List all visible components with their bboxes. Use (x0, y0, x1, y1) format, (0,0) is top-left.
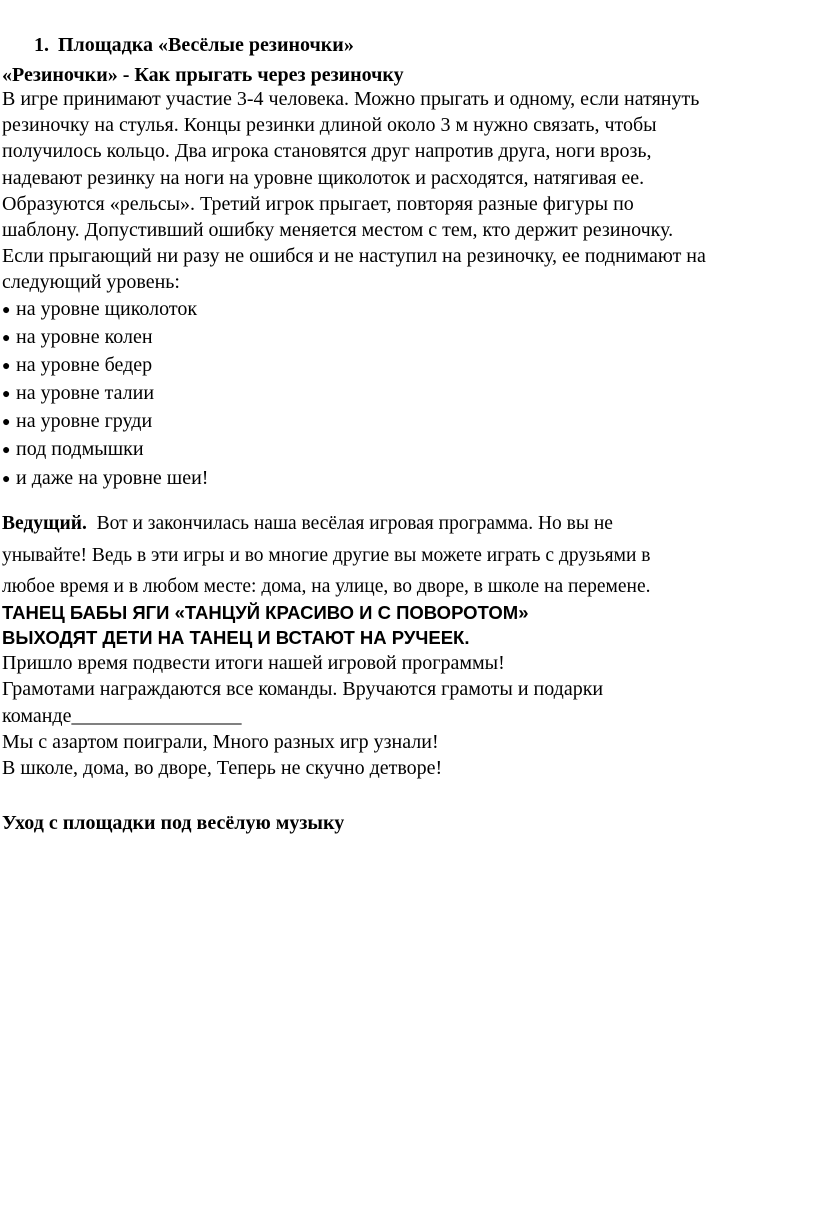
bullet-icon: ● (2, 415, 11, 431)
bullet-icon: ● (2, 443, 11, 459)
description-line: следующий уровень: (2, 271, 180, 294)
list-item (2, 436, 208, 464)
game-subtitle: «Резиночки» - Как прыгать через резиночку (2, 64, 404, 86)
description-line: В игре принимают участие 3-4 человека. Можно прыгать и одному, если натянуть (2, 88, 700, 110)
closing-text (2, 650, 603, 781)
closing-line: Мы с азартом поиграли, Много разных игр узнали! (2, 730, 439, 753)
list-item (2, 380, 208, 408)
level-label: и даже на уровне шеи! (16, 466, 209, 489)
exit-note: Уход с площадки под весёлую музыку (2, 812, 345, 834)
levels-list (2, 296, 208, 493)
list-item (2, 465, 208, 493)
level-label: на уровне талии (16, 382, 155, 405)
leader-speech (2, 508, 814, 603)
bullet-icon: ● (2, 471, 11, 487)
leader-line-1 (2, 508, 814, 540)
leader-label: Ведущий. (2, 513, 87, 534)
section-number: 1. (34, 34, 49, 56)
bullet-icon: ● (2, 359, 11, 375)
level-label: под подмышки (16, 438, 144, 461)
description-line: шаблону. Допустивший ошибку меняется местом с тем, кто держит резиночку. (2, 219, 674, 242)
closing-line: Пришло время подвести итоги нашей игровой программы! (2, 652, 505, 674)
game-description (2, 86, 814, 296)
dance-instruction: ВЫХОДЯТ ДЕТИ НА ТАНЕЦ И ВСТАЮТ НА РУЧЕЕК. (2, 627, 470, 648)
description-line: Если прыгающий ни разу не ошибся и не наступил на резиночку, ее поднимают на (2, 245, 706, 268)
section-title: Площадка «Весёлые резиночки» (58, 34, 354, 56)
description-line: резиночку на стулья. Концы резинки длиной около 3 м нужно связать, чтобы (2, 114, 657, 137)
list-item (2, 408, 208, 436)
list-item (2, 352, 208, 380)
description-line: Образуются «рельсы». Третий игрок прыгает, повторяя разные фигуры по (2, 192, 634, 215)
leader-line-3: любое время и в любом месте: дома, на улице, во дворе, в школе на перемене. (2, 576, 651, 597)
leader-line-2: унывайте! Ведь в эти игры и во многие другие вы можете играть с друзьями в (2, 544, 651, 566)
description-line: надевают резинку на ноги на уровне щиколоток и расходятся, натягивая ее. (2, 166, 645, 189)
level-label: на уровне груди (16, 410, 153, 433)
level-label: на уровне бедер (16, 354, 153, 377)
bullet-icon: ● (2, 387, 11, 403)
closing-line: команде_________________ (2, 704, 242, 727)
closing-line: Грамотами награждаются все команды. Вручаются грамоты и подарки (2, 678, 604, 701)
list-item (2, 324, 208, 352)
list-item (2, 296, 208, 324)
level-label: на уровне колен (16, 326, 153, 349)
bullet-icon: ● (2, 303, 11, 318)
section-heading (34, 32, 354, 58)
level-label: на уровне щиколоток (16, 298, 198, 320)
bullet-icon: ● (2, 331, 11, 347)
dance-announcement (2, 600, 529, 650)
leader-text: Вот и закончилась наша весёлая игровая программа. Но вы не (96, 513, 613, 534)
description-line: получилось кольцо. Два игрока становятся друг напротив друга, ноги врозь, (2, 140, 652, 163)
closing-line: В школе, дома, во дворе, Теперь не скучно детворе! (2, 757, 443, 780)
dance-title: ТАНЕЦ БАБЫ ЯГИ «ТАНЦУЙ КРАСИВО И С ПОВОРОТОМ» (2, 602, 529, 623)
